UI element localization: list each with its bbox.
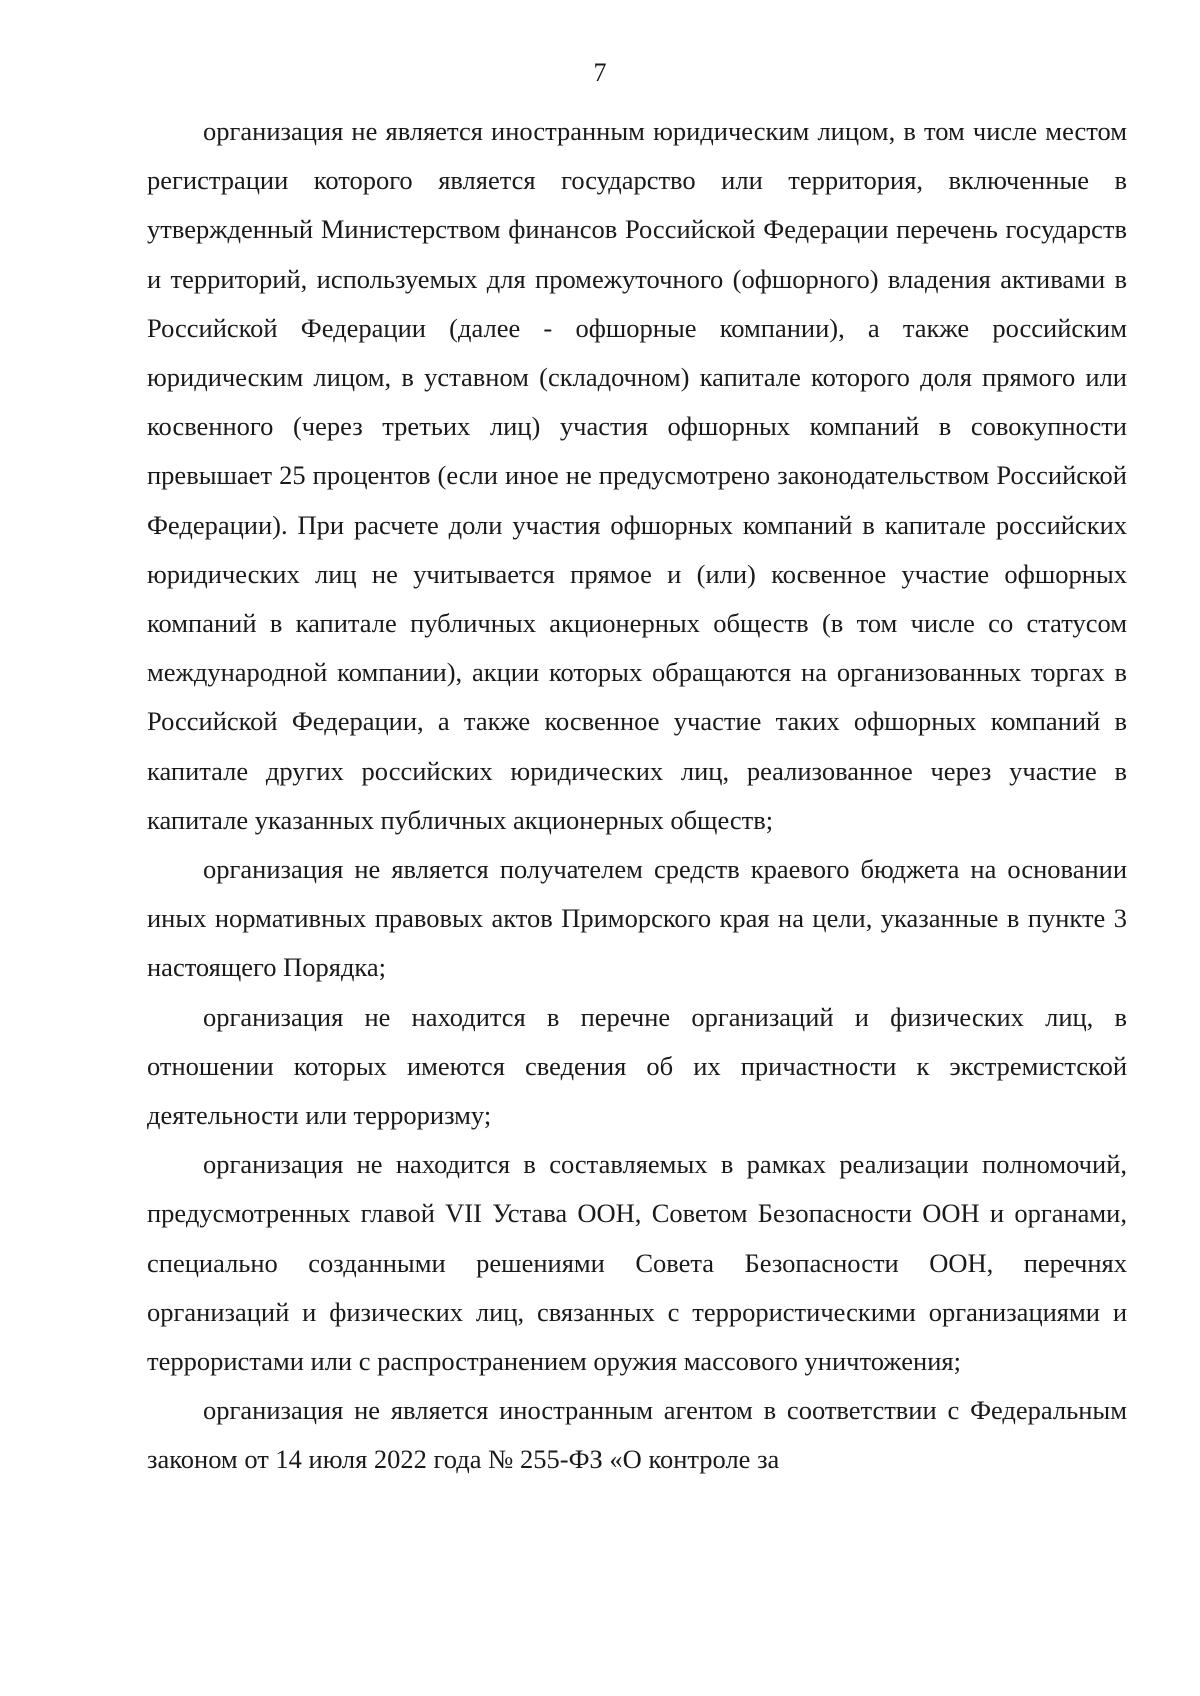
paragraph-extremism-list: организация не находится в перечне организаций и физических лиц, в отношении которых имеются сведения об их причастности к экстремистской деятельности или терроризму; xyxy=(147,1001,1127,1131)
document-body xyxy=(147,107,1127,1485)
paragraph-regional-budget: организация не является получателем средств краевого бюджета на основании иных нормативных правовых актов Приморского края на цели, указанные в пункте 3 настоящего Порядка; xyxy=(147,854,1127,983)
paragraph-un-security-council: организация не находится в составляемых в рамках реализации полномочий, предусмотренных главой VII Устава ООН, Советом Безопасности ООН и органами, специально созданными решениями Совета Безопасности ООН, перечнях организаций и физических лиц, связанных с террористическими организациями и террористами или с распространением оружия массового уничтожения; xyxy=(147,1149,1127,1377)
paragraph-foreign-agent: организация не является иностранным агентом в соответствии с Федеральным законом от 14 июля 2022 года № 255-ФЗ «О контроле за xyxy=(147,1395,1127,1475)
paragraph-offshore-companies: организация не является иностранным юридическим лицом, в том числе местом регистрации которого является государство или территория, включенные в утвержденный Министерством финансов Российской Федерации перечень государств и территорий, используемых для промежуточного (офшорного) владения активами в Российской Федерации (далее - офшорные компании), а также российским юридическим лицом, в уставном (складочном) капитале которого доля прямого или косвенного (через третьих лиц) участия офшорных компаний в совокупности превышает 25 процентов (если иное не предусмотрено законодательством Российской Федерации). При расчете доли участия офшорных компаний в капитале российских юридических лиц не учитывается прямое и (или) косвенное участие офшорных компаний в капитале публичных акционерных обществ (в том числе со статусом международной компании), акции которых обращаются на организованных торгах в Российской Федерации, а также косвенное участие таких офшорных компаний в капитале других российских юридических лиц, реализованное через участие в капитале указанных публичных акционерных обществ; xyxy=(147,116,1127,835)
page-number: 7 xyxy=(593,58,607,87)
